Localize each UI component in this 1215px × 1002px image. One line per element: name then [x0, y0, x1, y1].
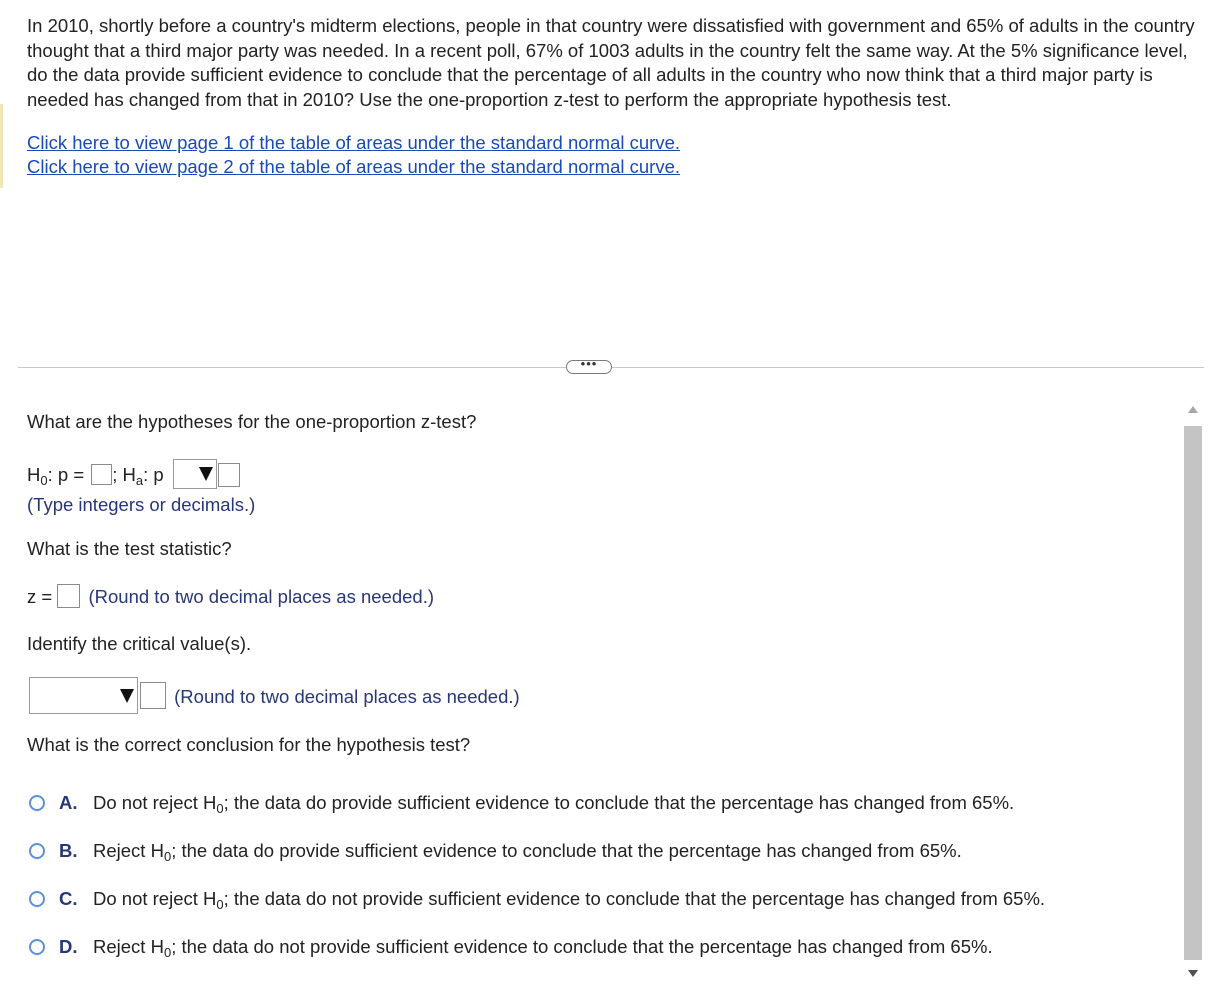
critical-value-prompt: Identify the critical value(s).: [27, 633, 252, 654]
radio-icon[interactable]: [29, 843, 45, 859]
critical-value-note: (Round to two decimal places as needed.): [174, 686, 520, 707]
option-b[interactable]: B. Reject $H_0$; the data do provide sufficient evidence to conclude that the percentage has changed from 65%.: [29, 839, 962, 863]
option-d[interactable]: D. Reject $H_0$; the data do not provide sufficient evidence to conclude that the percentage has changed from 65%.: [29, 935, 993, 959]
h0-label: $H_0$: p =: [27, 464, 85, 488]
more-options-button[interactable]: •••: [566, 360, 612, 374]
triangle-down-icon: [199, 467, 213, 481]
h0-value-input[interactable]: [91, 464, 112, 485]
hypotheses-row: [27, 459, 240, 489]
triangle-down-icon: [120, 689, 134, 703]
ha-operator-select[interactable]: [173, 459, 217, 489]
arrow-up-icon[interactable]: [1188, 406, 1198, 413]
test-statistic-note: (Round to two decimal places as needed.): [88, 586, 435, 607]
table-page-1-link[interactable]: Click here to view page 1 of the table of areas under the standard normal curve.: [27, 132, 681, 153]
option-c[interactable]: C. Do not reject $H_0$; the data do not provide sufficient evidence to conclude that the percentage has changed from 65%.: [29, 887, 1045, 911]
question-text: In 2010, shortly before a country's midterm elections, people in that country were dissatisfied with government and 65% of adults in the country thought that a third major party was needed. In a recent poll, 67% of 1003 adults in the country felt the same way. At the 5% significance level, do the data provide sufficient evidence to conclude that the percentage of all adults in the country who now think that a third major party is needed has changed from that in 2010? Use the one-proportion z-test to perform the appropriate hypothesis test.: [27, 15, 1195, 110]
radio-icon[interactable]: [29, 795, 45, 811]
z-value-input[interactable]: [57, 584, 80, 608]
arrow-down-icon[interactable]: [1188, 970, 1198, 977]
critical-value-select[interactable]: [29, 677, 138, 714]
hypotheses-prompt: What are the hypotheses for the one-proportion z-test?: [27, 411, 477, 432]
scrollbar-thumb[interactable]: [1184, 426, 1202, 960]
option-a[interactable]: A. Do not reject $H_0$; the data do provide sufficient evidence to conclude that the percentage has changed from 65%.: [29, 791, 1014, 815]
hypotheses-note: (Type integers or decimals.): [27, 494, 256, 515]
radio-icon[interactable]: [29, 939, 45, 955]
table-page-2-link[interactable]: Click here to view page 2 of the table of areas under the standard normal curve.: [27, 156, 681, 177]
radio-icon[interactable]: [29, 891, 45, 907]
separator: ;: [112, 464, 118, 485]
link-highlight-bar: [0, 104, 3, 188]
conclusion-prompt: What is the correct conclusion for the hypothesis test?: [27, 734, 471, 755]
critical-value-row: [29, 677, 520, 714]
ha-label: $H_a$: p: [122, 464, 164, 488]
test-statistic-prompt: What is the test statistic?: [27, 538, 232, 559]
z-label: z =: [27, 586, 53, 607]
scrollbar[interactable]: [1182, 404, 1204, 984]
table-links: [27, 131, 680, 179]
critical-value-input[interactable]: [140, 682, 166, 709]
test-statistic-row: [27, 584, 434, 609]
ha-value-input[interactable]: [218, 463, 240, 487]
